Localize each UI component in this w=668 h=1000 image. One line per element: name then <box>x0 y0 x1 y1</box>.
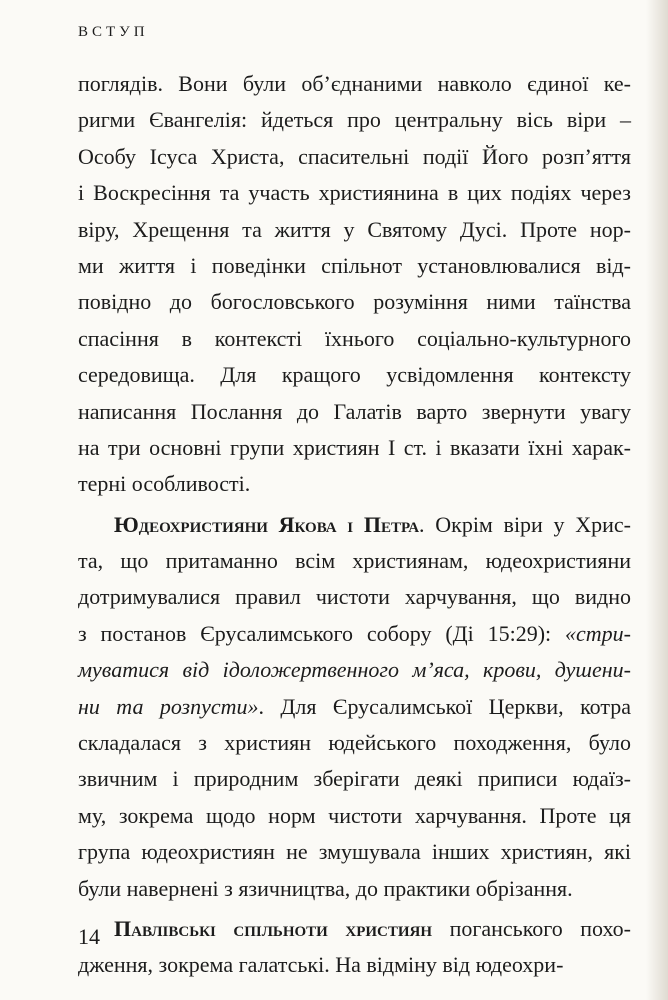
text-line <box>78 430 631 466</box>
text-run: повідно до богословського розуміння ними таїнства <box>78 289 631 315</box>
text-line <box>78 689 631 725</box>
text-run: ми життя і поведінки спільнот установлювалися від- <box>78 252 631 278</box>
run-in-heading: Павлівські спільноти християн <box>114 915 433 941</box>
paragraph <box>78 507 631 907</box>
text-line <box>78 466 631 502</box>
body-text <box>78 66 631 984</box>
text-run: на три основні групи християн І ст. і вказати їхні харак- <box>78 434 631 460</box>
text-run: віру, Хрещення та життя у Святому Дусі. Проте нор- <box>78 216 631 242</box>
text-run: були навернені з язичництва, до практики обрізання. <box>78 875 573 901</box>
text-run: му, зокрема щодо норм чистоти харчування. Проте ця <box>78 802 631 828</box>
text-line <box>78 357 631 393</box>
text-line <box>78 834 631 870</box>
text-run: дотримувалися правил чистоти харчування, що видно <box>78 584 631 610</box>
text-line <box>78 616 631 652</box>
text-line <box>78 102 631 138</box>
text-run: поганського похо- <box>432 915 631 941</box>
text-run: і Воскресіння та участь християнина в цих подіях через <box>78 180 631 206</box>
text-run: спасіння в контексті їхнього соціально-культурного <box>78 325 631 351</box>
text-run: поглядів. Вони були об’єднаними навколо єдиної ке- <box>78 71 631 96</box>
text-line <box>78 248 631 284</box>
quotation: муватися від ідоложертвенного м’яса, крови, душени- <box>78 657 631 683</box>
text-line <box>78 725 631 761</box>
quotation: «стри- <box>565 620 631 646</box>
text-run: складалася з християн юдейського походження, було <box>78 730 631 756</box>
text-line <box>78 761 631 797</box>
paragraph <box>78 66 631 503</box>
text-run: терні особливості. <box>78 471 251 497</box>
text-run: група юдеохристиян не змушувала інших християн, які <box>78 839 631 865</box>
text-line <box>78 284 631 320</box>
text-line <box>78 579 631 615</box>
text-line <box>78 543 631 579</box>
text-line <box>78 175 631 211</box>
page-edge-shadow <box>646 0 668 1000</box>
text-line <box>78 394 631 430</box>
text-line <box>78 911 631 947</box>
text-run: написання Послання до Галатів варто звернути увагу <box>78 398 631 424</box>
text-line <box>78 947 631 983</box>
running-head: ВСТУП <box>78 24 149 40</box>
paragraph <box>78 911 631 984</box>
text-line <box>78 871 631 907</box>
text-run: звичним і природним зберігати деякі приписи юдаїз- <box>78 766 631 792</box>
page-number: 14 <box>78 924 100 949</box>
text-run: . Для Єрусалимської Церкви, котра <box>258 693 631 719</box>
run-in-heading: Юдеохристияни Якова і Петра <box>114 511 420 537</box>
text-run: середовища. Для кращого усвідомлення контексту <box>78 362 631 388</box>
text-run: дження, зокрема галатські. На відміну від юдеохри- <box>78 952 564 978</box>
text-run: Особу Ісуса Христа, спасительні події Його розп’яття <box>78 143 631 169</box>
text-run: з постанов Єрусалимського собору (Ді 15:29): <box>78 620 566 646</box>
text-line <box>78 798 631 834</box>
quotation: ни та розпусти» <box>78 693 259 719</box>
text-line <box>78 507 631 543</box>
text-line <box>78 66 631 102</box>
text-run: . Окрім віри у Хрис- <box>419 511 631 537</box>
text-line <box>78 139 631 175</box>
text-line <box>78 212 631 248</box>
text-run: та, що притаманно всім християнам, юдеохристияни <box>78 548 631 574</box>
text-run: ригми Євангелія: йдеться про центральну вісь віри – <box>78 107 631 133</box>
text-line <box>78 321 631 357</box>
text-line <box>78 652 631 688</box>
